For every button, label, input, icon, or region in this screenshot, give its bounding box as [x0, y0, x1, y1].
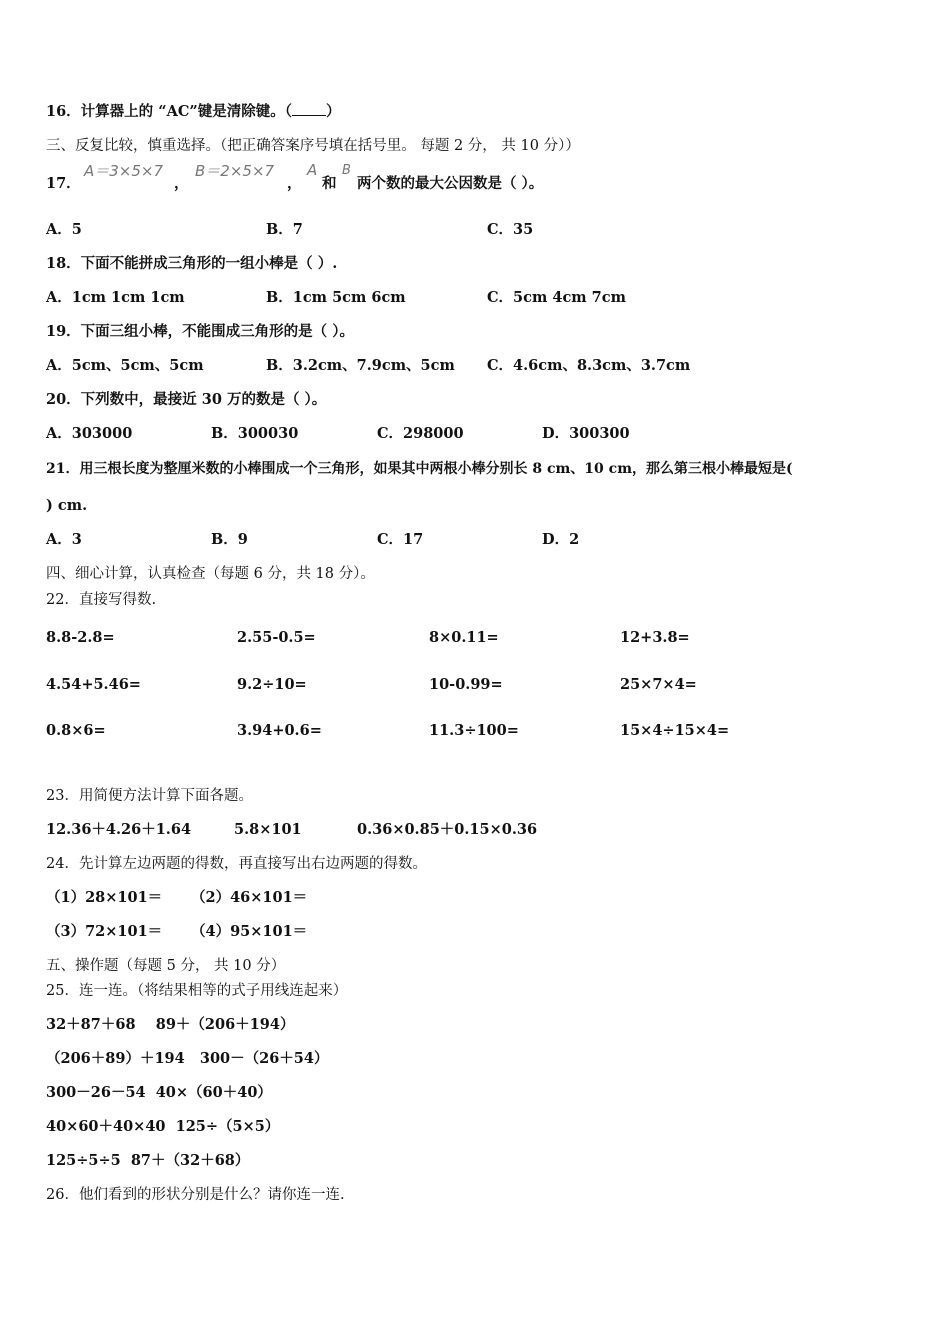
variable-a: A [307, 161, 318, 179]
question-21-line-2: ) cm. [46, 497, 88, 514]
calc-item: 15×4÷15×4= [620, 722, 730, 739]
q21-option-b[interactable]: B．9 [211, 531, 248, 548]
question-18: 18．下面不能拼成三角形的一组小棒是（ ）. [46, 255, 338, 272]
question-24: 24．先计算左边两题的得数，再直接写出右边两题的得数。 [46, 856, 427, 872]
section-4-heading: 四、细心计算，认真检查（每题 6 分，共 18 分）。 [46, 566, 375, 582]
question-22: 22．直接写得数. [46, 592, 157, 608]
q24-item: （1）28×101＝ [46, 889, 163, 906]
calc-item: 2.55-0.5= [237, 629, 316, 646]
formula-b: B＝2×5×7 [195, 162, 275, 180]
calc-item: 8×0.11= [429, 629, 499, 646]
match-line: 125÷5÷5 87＋（32＋68） [46, 1152, 250, 1169]
question-25: 25．连一连。（将结果相等的式子用线连起来） [46, 983, 348, 999]
calc-item: 10-0.99= [429, 676, 503, 693]
question-17-number: 17． [46, 175, 81, 192]
variable-b: B [342, 163, 351, 178]
simplify-item: 5.8×101 [234, 821, 302, 838]
section-3-heading: 三、反复比较，慎重选择。（把正确答案序号填在括号里。 每题 2 分， 共 10 分）） [46, 138, 580, 154]
q18-option-b[interactable]: B．1cm 5cm 6cm [266, 289, 406, 306]
calc-item: 8.8-2.8= [46, 629, 115, 646]
calc-item: 3.94+0.6= [237, 722, 322, 739]
calc-item: 4.54+5.46= [46, 676, 141, 693]
q20-option-d[interactable]: D．300300 [542, 425, 630, 442]
simplify-item: 12.36＋4.26＋1.64 [46, 821, 192, 838]
section-5-heading: 五、操作题（每题 5 分， 共 10 分） [46, 958, 286, 974]
question-23: 23．用简便方法计算下面各题。 [46, 788, 253, 804]
calc-item: 11.3÷100= [429, 722, 519, 739]
q20-option-a[interactable]: A．303000 [46, 425, 133, 442]
question-16-text: 16．计算器上的 “AC”键是清除键。（ [46, 103, 292, 120]
question-16-close: ） [325, 103, 341, 120]
q24-item: （4）95×101＝ [191, 923, 308, 940]
calc-item: 0.8×6= [46, 722, 106, 739]
question-26: 26．他们看到的形状分别是什么？请你连一连. [46, 1187, 345, 1203]
separator-2: ， [287, 175, 302, 192]
q24-item: （2）46×101＝ [191, 889, 308, 906]
match-line: 32＋87＋68 89＋（206＋194） [46, 1016, 295, 1033]
match-line: 300－26－54 40×（60＋40） [46, 1084, 272, 1101]
q18-option-a[interactable]: A．1cm 1cm 1cm [46, 289, 185, 306]
question-17-text: 两个数的最大公因数是（ ）。 [357, 175, 544, 192]
q20-option-b[interactable]: B．300030 [211, 425, 299, 442]
q24-item: （3）72×101＝ [46, 923, 163, 940]
match-line: 40×60＋40×40 125÷（5×5） [46, 1118, 280, 1135]
q17-option-b[interactable]: B．7 [266, 221, 303, 238]
q17-option-c[interactable]: C．35 [487, 221, 534, 238]
calc-item: 25×7×4= [620, 676, 697, 693]
word-and: 和 [322, 175, 337, 192]
q20-option-c[interactable]: C．298000 [377, 425, 464, 442]
question-21-line-1: 21．用三根长度为整厘米数的小棒围成一个三角形，如果其中两根小棒分别长 8 cm、10 cm，那么第三根小棒最短是( [46, 461, 793, 477]
separator-1: ， [174, 175, 189, 192]
formula-a: A＝3×5×7 [84, 162, 164, 180]
calc-item: 12+3.8= [620, 629, 690, 646]
question-16 [46, 103, 340, 121]
question-20: 20．下列数中，最接近 30 万的数是（ ）。 [46, 391, 327, 408]
answer-blank[interactable] [292, 103, 326, 116]
question-19: 19．下面三组小棒，不能围成三角形的是（ ）。 [46, 323, 354, 340]
q19-option-c[interactable]: C．4.6cm、8.3cm、3.7cm [487, 357, 691, 374]
q21-option-c[interactable]: C．17 [377, 531, 424, 548]
q21-option-a[interactable]: A．3 [46, 531, 82, 548]
q19-option-b[interactable]: B．3.2cm、7.9cm、5cm [266, 357, 455, 374]
q19-option-a[interactable]: A．5cm、5cm、5cm [46, 357, 204, 374]
simplify-item: 0.36×0.85＋0.15×0.36 [357, 821, 538, 838]
q18-option-c[interactable]: C．5cm 4cm 7cm [487, 289, 626, 306]
q17-option-a[interactable]: A．5 [46, 221, 82, 238]
match-line: （206＋89）＋194 300－（26＋54） [46, 1050, 329, 1067]
calc-item: 9.2÷10= [237, 676, 307, 693]
q21-option-d[interactable]: D．2 [542, 531, 580, 548]
